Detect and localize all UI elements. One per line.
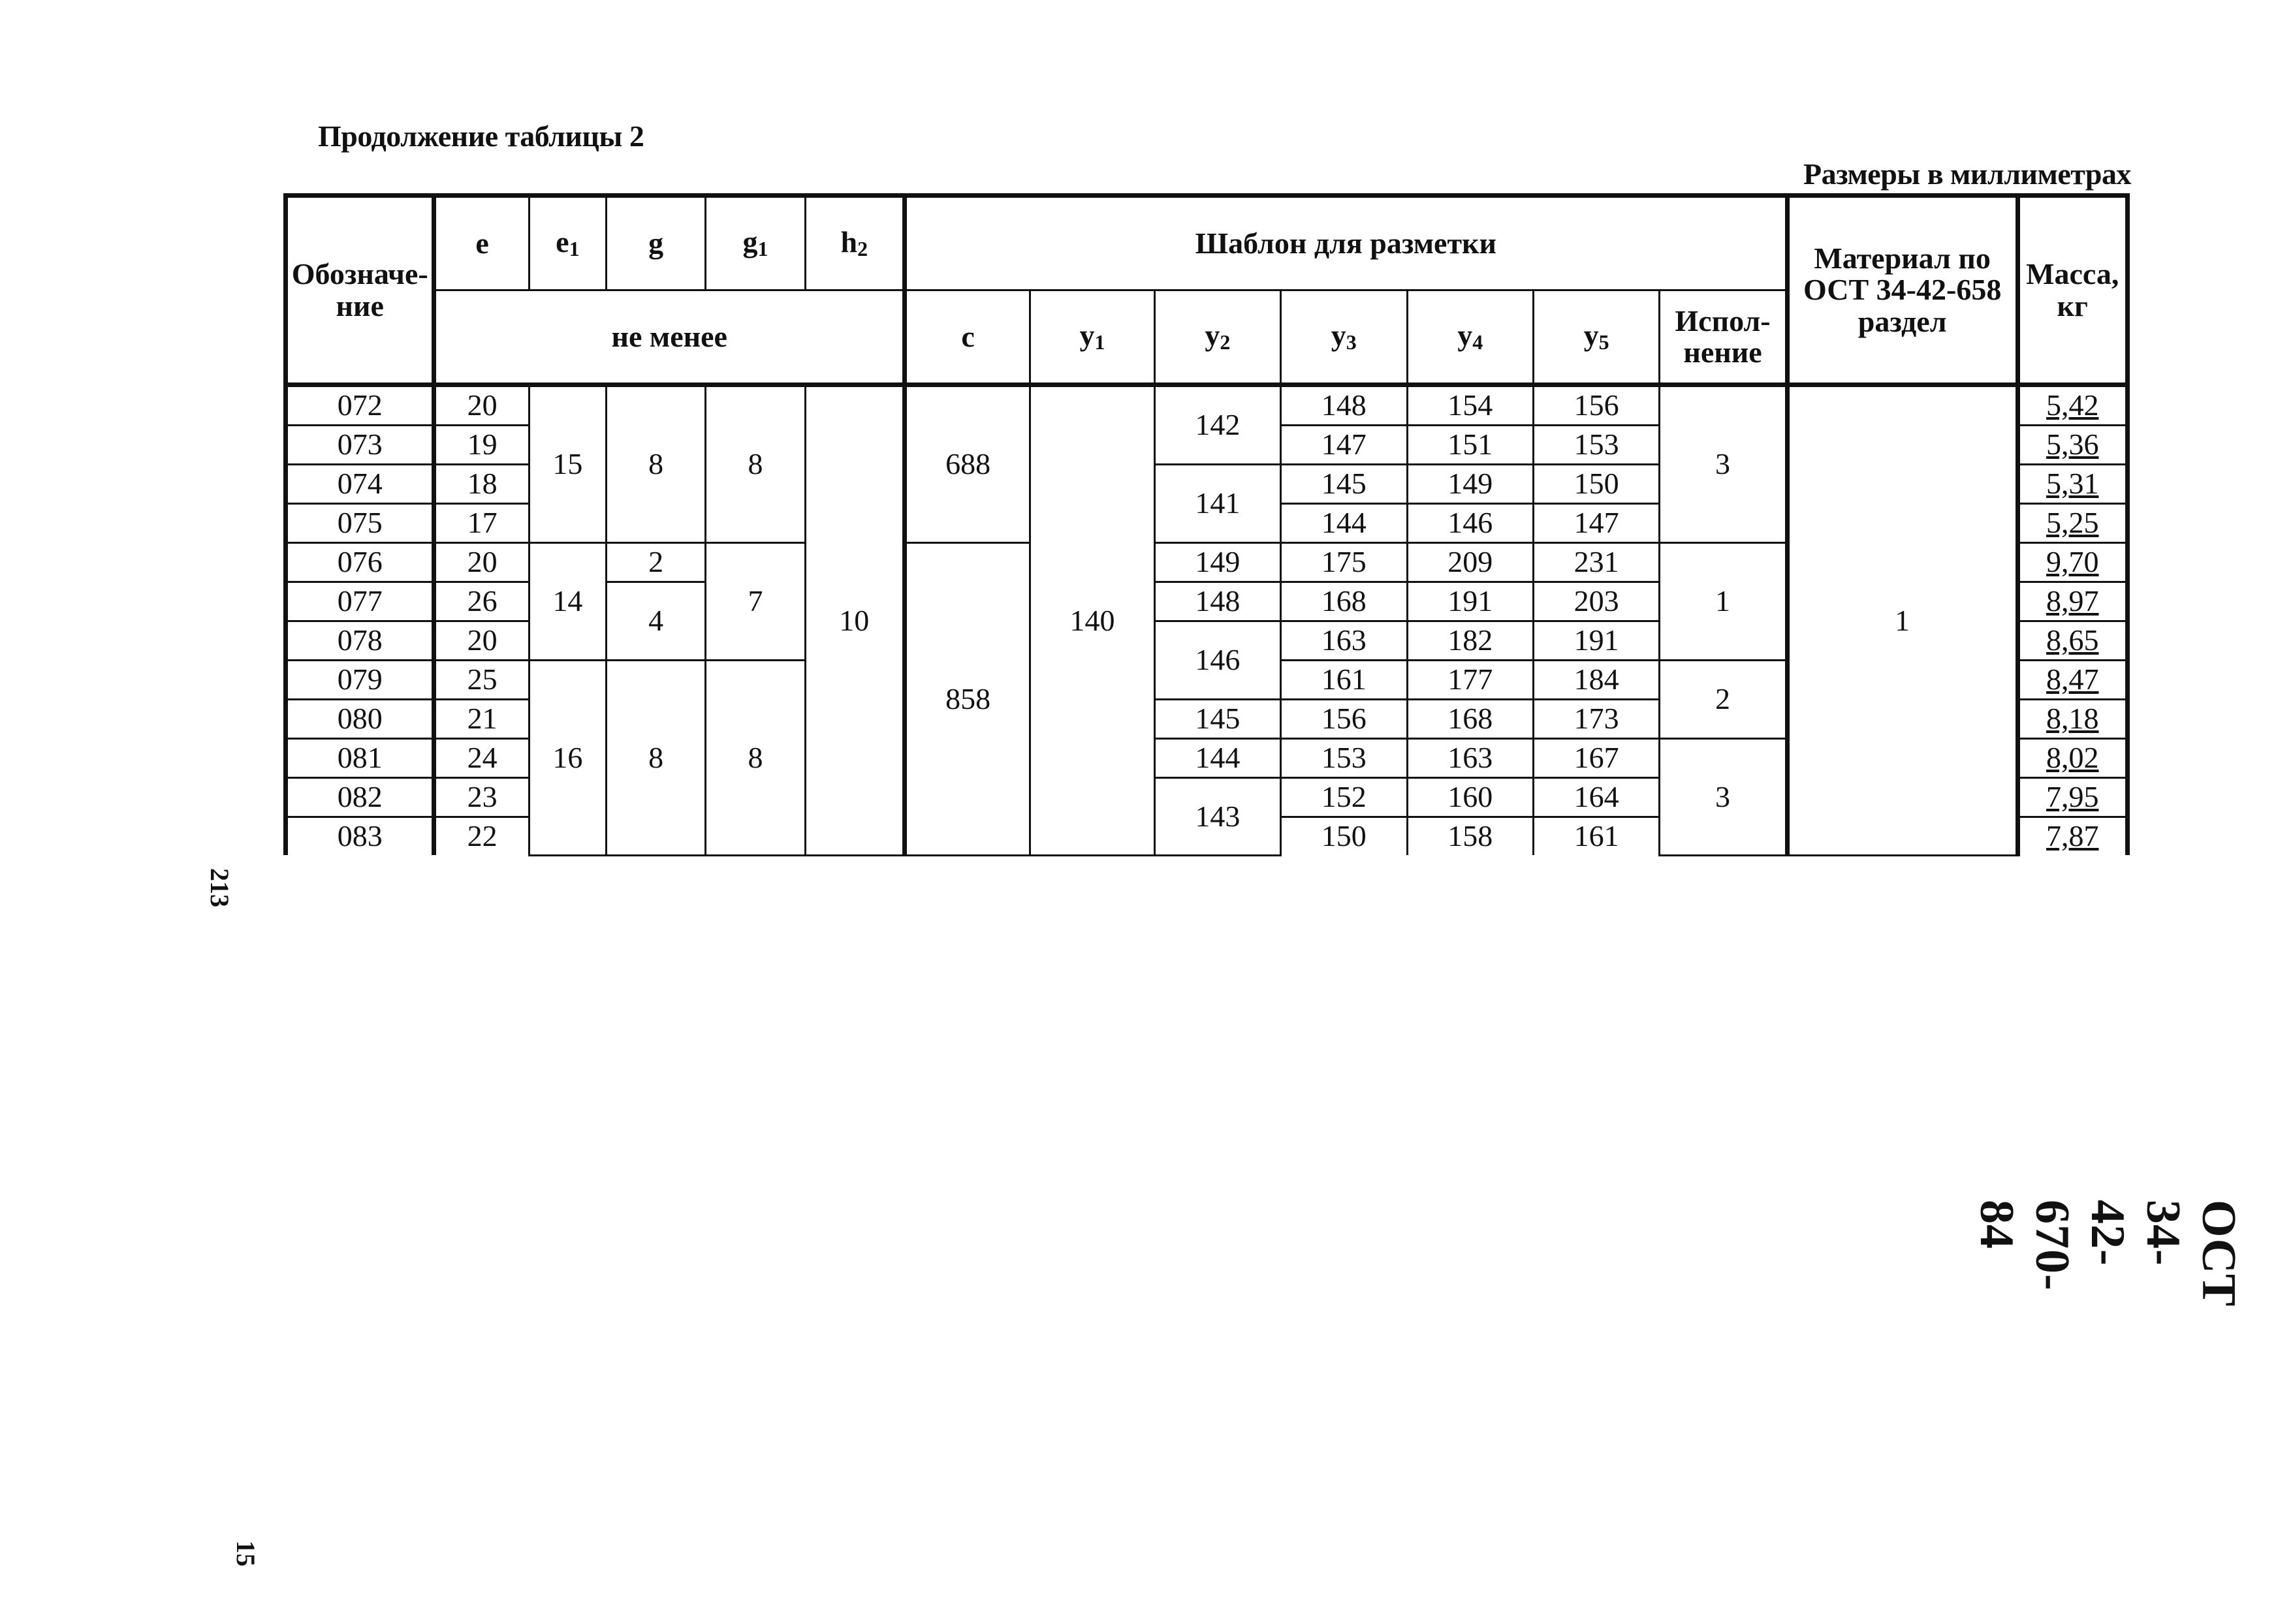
cell-mass [2017, 426, 2128, 465]
units-note: Размеры в миллиметрах [1803, 157, 2131, 191]
header-y4 [1407, 290, 1533, 385]
cell-y4: 149 [1407, 465, 1533, 504]
cell-designation: 078 [286, 621, 434, 661]
cell-y3: 153 [1281, 739, 1407, 778]
mass-value: 5,31 [2046, 467, 2099, 501]
cell-y4: 154 [1407, 385, 1533, 426]
cell-y5: 156 [1533, 385, 1659, 426]
page-number: 213 [205, 868, 234, 907]
header-y5-base: y [1583, 319, 1599, 352]
cell-y5: 173 [1533, 700, 1659, 739]
cell-y2: 144 [1154, 739, 1280, 778]
cell-designation: 082 [286, 778, 434, 817]
mass-value: 8,18 [2046, 702, 2099, 736]
header-c: c [904, 290, 1030, 385]
header-y3-sub: 3 [1346, 330, 1357, 354]
cell-mass [2017, 385, 2128, 426]
cell-y4: 163 [1407, 739, 1533, 778]
cell-e: 18 [434, 465, 529, 504]
cell-y3: 147 [1281, 426, 1407, 465]
cell-e: 17 [434, 504, 529, 543]
cell-y4: 191 [1407, 582, 1533, 621]
cell-y3: 156 [1281, 700, 1407, 739]
header-h2 [805, 196, 904, 290]
sheet-number: 15 [231, 1540, 261, 1567]
header-e1-base: e [556, 225, 569, 259]
cell-g1: 8 [706, 661, 805, 856]
dimensions-table [283, 193, 2130, 856]
cell-y4: 168 [1407, 700, 1533, 739]
cell-y5: 231 [1533, 543, 1659, 582]
header-h2-base: h [840, 225, 858, 259]
cell-y5: 153 [1533, 426, 1659, 465]
header-y5-sub: 5 [1598, 330, 1609, 354]
mass-value: 5,42 [2046, 388, 2099, 422]
cell-y4: 182 [1407, 621, 1533, 661]
cell-y4: 158 [1407, 817, 1533, 856]
cell-mass [2017, 700, 2128, 739]
cell-y4: 160 [1407, 778, 1533, 817]
cell-h2: 10 [805, 385, 904, 856]
header-e1 [529, 196, 606, 290]
cell-y3: 150 [1281, 817, 1407, 856]
cell-y1: 140 [1030, 385, 1154, 856]
header-y4-sub: 4 [1472, 330, 1483, 354]
cell-mass [2017, 582, 2128, 621]
cell-e: 20 [434, 385, 529, 426]
cell-designation: 076 [286, 543, 434, 582]
header-y2 [1154, 290, 1280, 385]
cell-g1: 8 [706, 385, 805, 543]
cell-designation: 080 [286, 700, 434, 739]
header-designation: Обозначе-ние [286, 196, 434, 385]
cell-mass [2017, 778, 2128, 817]
cell-e1: 14 [529, 543, 606, 661]
header-y3 [1281, 290, 1407, 385]
cell-y3: 144 [1281, 504, 1407, 543]
cell-e: 21 [434, 700, 529, 739]
cell-y2: 146 [1154, 621, 1280, 700]
header-y2-base: y [1205, 319, 1220, 352]
header-h2-sub: 2 [857, 237, 868, 261]
cell-mass [2017, 543, 2128, 582]
cell-y3: 152 [1281, 778, 1407, 817]
cell-y5: 150 [1533, 465, 1659, 504]
header-y1-sub: 1 [1094, 330, 1105, 354]
cell-y2: 145 [1154, 700, 1280, 739]
header-y4-base: y [1457, 319, 1473, 352]
cell-y3: 148 [1281, 385, 1407, 426]
cell-y2: 142 [1154, 385, 1280, 465]
mass-value: 8,97 [2046, 584, 2099, 618]
cell-y2: 148 [1154, 582, 1280, 621]
cell-y3: 168 [1281, 582, 1407, 621]
cell-y3: 175 [1281, 543, 1407, 582]
header-not-less: не менее [434, 290, 904, 385]
mass-value: 5,36 [2046, 428, 2099, 461]
cell-designation: 077 [286, 582, 434, 621]
cell-mass [2017, 504, 2128, 543]
cell-y5: 161 [1533, 817, 1659, 856]
header-g: g [607, 196, 706, 290]
cell-e: 23 [434, 778, 529, 817]
header-g1 [706, 196, 805, 290]
header-y2-sub: 2 [1220, 330, 1231, 354]
cell-version: 2 [1660, 661, 1787, 739]
header-y1-base: y [1079, 319, 1095, 352]
cell-g: 8 [607, 661, 706, 856]
header-version: Испол-нение [1660, 290, 1787, 385]
cell-material: 1 [1787, 385, 2017, 856]
mass-value: 7,95 [2046, 780, 2099, 814]
header-e1-sub: 1 [569, 237, 580, 261]
cell-y3: 161 [1281, 661, 1407, 700]
cell-y4: 209 [1407, 543, 1533, 582]
cell-designation: 081 [286, 739, 434, 778]
cell-e: 20 [434, 543, 529, 582]
cell-e: 19 [434, 426, 529, 465]
standard-designation: ОСТ 34-42-670-84 [1970, 1200, 2245, 1307]
header-y5 [1533, 290, 1659, 385]
cell-e: 24 [434, 739, 529, 778]
header-y1 [1030, 290, 1154, 385]
mass-value: 8,02 [2046, 741, 2099, 775]
cell-y4: 177 [1407, 661, 1533, 700]
cell-y3: 163 [1281, 621, 1407, 661]
cell-designation: 079 [286, 661, 434, 700]
mass-value: 7,87 [2046, 819, 2099, 853]
mass-value: 8,65 [2046, 623, 2099, 657]
mass-value: 9,70 [2046, 545, 2099, 579]
header-g1-sub: 1 [757, 237, 768, 261]
cell-mass [2017, 739, 2128, 778]
cell-e: 25 [434, 661, 529, 700]
header-mass: Масса, кг [2017, 196, 2128, 385]
header-y3-base: y [1331, 319, 1346, 352]
mass-value: 8,47 [2046, 663, 2099, 696]
cell-designation: 073 [286, 426, 434, 465]
cell-g: 8 [607, 385, 706, 543]
cell-e: 22 [434, 817, 529, 856]
cell-g: 4 [607, 582, 706, 661]
mass-value: 5,25 [2046, 506, 2099, 540]
cell-y5: 184 [1533, 661, 1659, 700]
cell-y2: 149 [1154, 543, 1280, 582]
cell-mass [2017, 661, 2128, 700]
cell-g: 2 [607, 543, 706, 582]
cell-y2: 143 [1154, 778, 1280, 856]
cell-e1: 16 [529, 661, 606, 856]
cell-version: 1 [1660, 543, 1787, 661]
cell-y3: 145 [1281, 465, 1407, 504]
cell-y5: 147 [1533, 504, 1659, 543]
cell-designation: 075 [286, 504, 434, 543]
cell-e: 26 [434, 582, 529, 621]
cell-mass [2017, 465, 2128, 504]
cell-mass [2017, 621, 2128, 661]
header-e: e [434, 196, 529, 290]
cell-y5: 203 [1533, 582, 1659, 621]
table-row [286, 385, 2128, 426]
cell-designation: 083 [286, 817, 434, 856]
cell-g1: 7 [706, 543, 805, 661]
cell-e1: 15 [529, 385, 606, 543]
cell-y5: 167 [1533, 739, 1659, 778]
cell-c: 858 [904, 543, 1030, 856]
cell-y2: 141 [1154, 465, 1280, 543]
cell-c: 688 [904, 385, 1030, 543]
cell-mass [2017, 817, 2128, 856]
cell-version: 3 [1660, 385, 1787, 543]
table-caption: Продолжение таблицы 2 [318, 119, 644, 153]
cell-e: 20 [434, 621, 529, 661]
cell-y5: 164 [1533, 778, 1659, 817]
cell-designation: 074 [286, 465, 434, 504]
cell-y4: 151 [1407, 426, 1533, 465]
cell-y4: 146 [1407, 504, 1533, 543]
header-template: Шаблон для разметки [904, 196, 1787, 290]
header-material: Материал по ОСТ 34-42-658 раздел [1787, 196, 2017, 385]
cell-version: 3 [1660, 739, 1787, 856]
cell-designation: 072 [286, 385, 434, 426]
cell-y5: 191 [1533, 621, 1659, 661]
header-g1-base: g [742, 225, 758, 259]
